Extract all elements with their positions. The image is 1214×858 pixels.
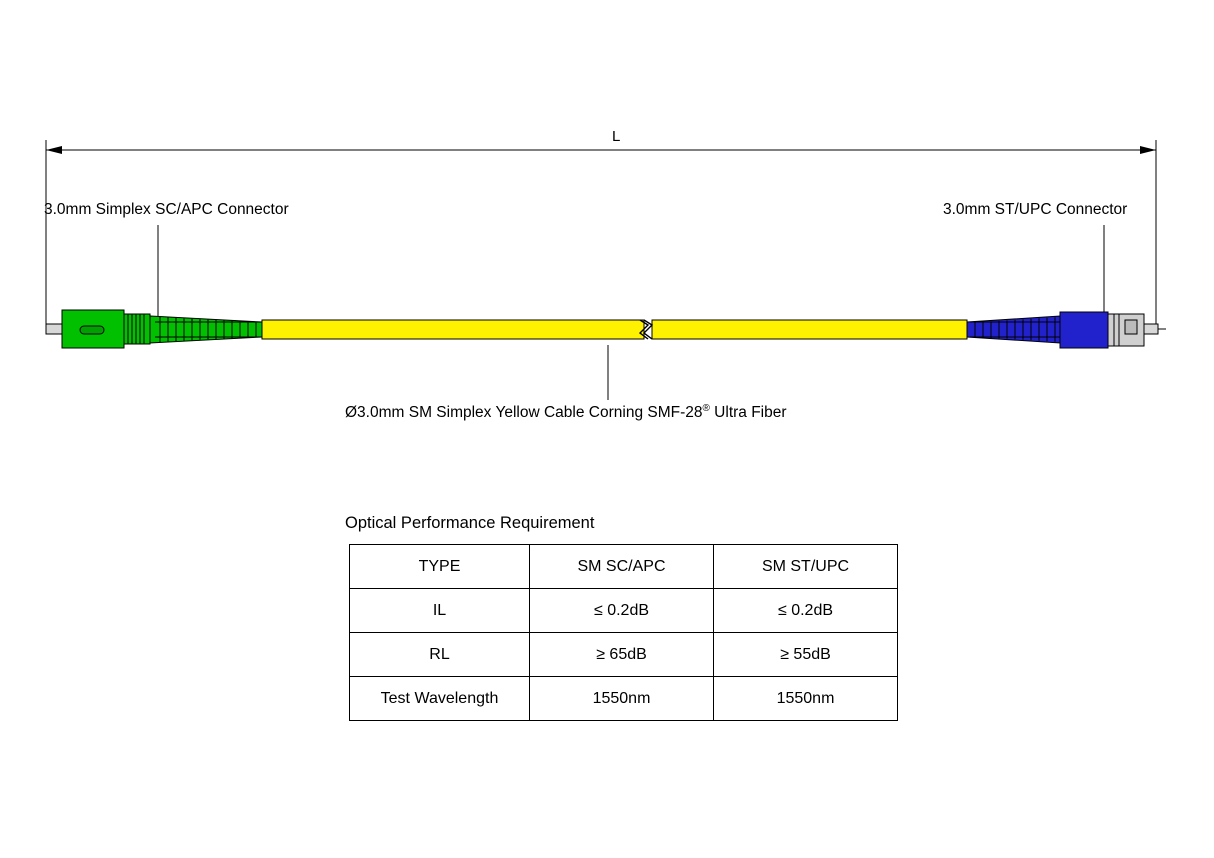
table-header-st-upc: SM ST/UPC	[714, 545, 898, 589]
fiber-cable	[262, 320, 967, 339]
table-cell: ≥ 65dB	[530, 633, 714, 677]
table-cell: ≥ 55dB	[714, 633, 898, 677]
table-header-type: TYPE	[350, 545, 530, 589]
table-cell: 1550nm	[714, 677, 898, 721]
table-row	[350, 633, 898, 677]
table-row	[350, 677, 898, 721]
left-connector-callout: 3.0mm Simplex SC/APC Connector	[44, 201, 289, 218]
st-upc-connector	[967, 312, 1166, 348]
leader-lines	[158, 225, 1104, 400]
sc-apc-connector	[46, 310, 262, 348]
table-header-sc-apc: SM SC/APC	[530, 545, 714, 589]
cable-callout-text: Ø3.0mm SM Simplex Yellow Cable Corning SMF-28	[345, 404, 703, 422]
table-cell: ≤ 0.2dB	[530, 589, 714, 633]
right-connector-callout: 3.0mm ST/UPC Connector	[943, 201, 1128, 218]
table-cell: RL	[350, 633, 530, 677]
table-cell: 1550nm	[530, 677, 714, 721]
table-header-row	[350, 545, 898, 589]
overall-length-dimension	[46, 140, 1156, 330]
table-cell: IL	[350, 589, 530, 633]
table-cell: Test Wavelength	[350, 677, 530, 721]
cable-callout-text-end: Ultra Fiber	[709, 404, 787, 422]
table-cell: ≤ 0.2dB	[714, 589, 898, 633]
overall-length-label: L	[612, 128, 621, 145]
table-row	[350, 589, 898, 633]
registered-trademark-icon: ®	[702, 403, 710, 414]
optical-performance-table	[349, 544, 898, 721]
cable-callout	[345, 403, 787, 422]
optical-performance-title: Optical Performance Requirement	[345, 514, 595, 532]
